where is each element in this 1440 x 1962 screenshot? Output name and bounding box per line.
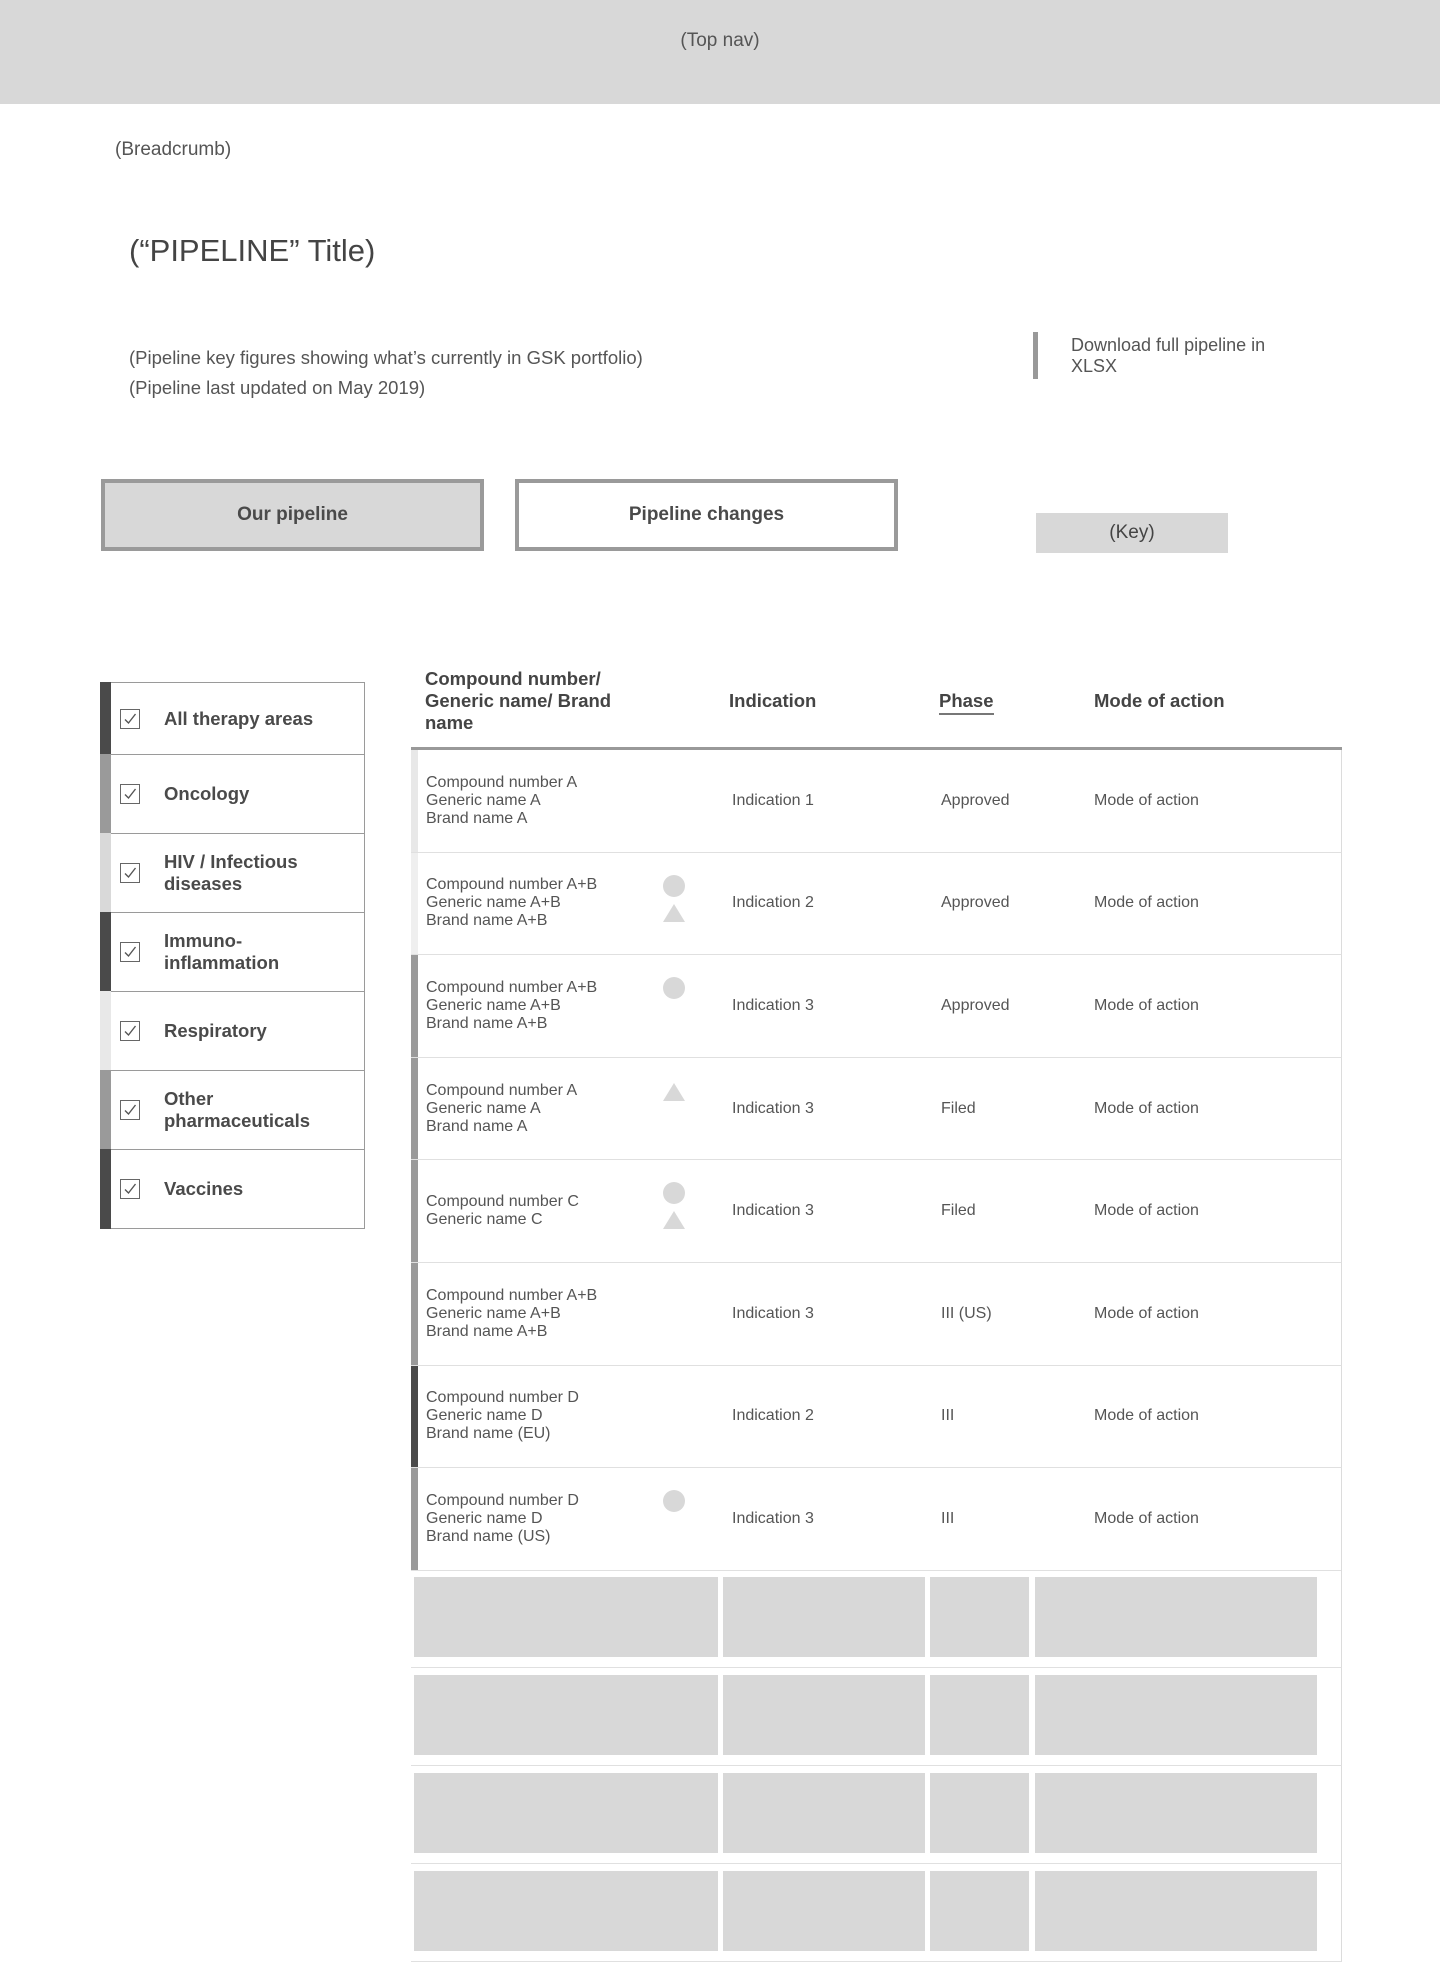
table-row[interactable] <box>411 1263 1342 1366</box>
compound-names <box>426 1287 636 1341</box>
therapy-color-stripe <box>100 682 111 755</box>
status-markers <box>659 1468 689 1570</box>
key-button[interactable]: (Key) <box>1036 513 1228 553</box>
compound-line: Compound number A <box>426 773 578 791</box>
compound-names <box>426 774 636 828</box>
compound-names <box>426 979 636 1033</box>
compound-line: Brand name (EU) <box>426 1425 551 1443</box>
filter-item[interactable] <box>100 992 365 1071</box>
placeholder-cell <box>723 1577 925 1657</box>
compound-line: Brand name A+B <box>426 912 548 930</box>
filter-item[interactable] <box>100 913 365 992</box>
placeholder-cell <box>930 1675 1029 1755</box>
compound-line: Generic name D <box>426 1407 543 1425</box>
therapy-color-stripe <box>411 1263 418 1365</box>
triangle-marker-icon <box>663 1083 685 1101</box>
phase-cell: III <box>941 1407 955 1425</box>
compound-line: Brand name A+B <box>426 1322 548 1340</box>
placeholder-cell <box>930 1773 1029 1853</box>
therapy-color-stripe <box>411 1468 418 1570</box>
checkbox-checked-icon[interactable] <box>120 1100 140 1120</box>
indication-cell: Indication 1 <box>732 791 814 809</box>
compound-names <box>426 1492 636 1546</box>
placeholder-row <box>411 1570 1342 1668</box>
triangle-marker-icon <box>663 1211 685 1229</box>
circle-marker-icon <box>663 1182 685 1204</box>
filter-item[interactable] <box>100 834 365 913</box>
compound-line: Generic name A+B <box>426 894 561 912</box>
indication-cell: Indication 2 <box>732 1407 814 1425</box>
tab-our-pipeline[interactable]: Our pipeline <box>101 479 484 551</box>
phase-cell: Filed <box>941 1202 976 1220</box>
compound-line: Compound number A+B <box>426 978 598 996</box>
table-row[interactable] <box>411 853 1342 956</box>
compound-line: Generic name A+B <box>426 996 561 1014</box>
therapy-color-stripe <box>100 754 111 834</box>
page-title: (“PIPELINE” Title) <box>129 233 376 268</box>
checkbox-checked-icon[interactable] <box>120 942 140 962</box>
table-row[interactable] <box>411 1160 1342 1263</box>
filter-label: Immuno-inflammation <box>164 930 280 973</box>
last-updated-text: (Pipeline last updated on May 2019) <box>129 377 426 398</box>
therapy-color-stripe <box>100 1070 111 1150</box>
compound-line: Compound number D <box>426 1389 579 1407</box>
checkbox-checked-icon[interactable] <box>120 863 140 883</box>
status-markers <box>659 1366 689 1468</box>
compound-line: Compound number C <box>426 1193 579 1211</box>
mode-of-action-cell: Mode of action <box>1094 1407 1199 1425</box>
placeholder-cell <box>930 1871 1029 1951</box>
column-header-compound: Compound number/ Generic name/ Brand name <box>425 668 612 733</box>
therapy-color-stripe <box>411 853 418 955</box>
status-markers <box>659 1058 689 1160</box>
compound-line: Compound number A+B <box>426 876 598 894</box>
compound-line: Generic name C <box>426 1211 543 1229</box>
placeholder-cell <box>930 1577 1029 1657</box>
therapy-color-stripe <box>411 955 418 1057</box>
status-markers <box>659 853 689 955</box>
placeholder-row <box>411 1766 1342 1864</box>
therapy-color-stripe <box>411 750 418 852</box>
compound-line: Brand name A <box>426 1117 528 1135</box>
placeholder-row <box>411 1864 1342 1962</box>
therapy-color-stripe <box>411 1366 418 1468</box>
table-row[interactable] <box>411 1468 1342 1571</box>
compound-line: Compound number A+B <box>426 1286 598 1304</box>
status-markers <box>659 955 689 1057</box>
placeholder-cell <box>723 1871 925 1951</box>
therapy-color-stripe <box>411 1160 418 1262</box>
circle-marker-icon <box>663 1490 685 1512</box>
mode-of-action-cell: Mode of action <box>1094 1304 1199 1322</box>
compound-names <box>426 876 636 930</box>
phase-cell: Approved <box>941 791 1010 809</box>
table-row[interactable] <box>411 955 1342 1058</box>
filter-label: HIV / Infectious diseases <box>164 851 298 894</box>
compound-line: Compound number A <box>426 1081 578 1099</box>
status-markers <box>659 1160 689 1262</box>
compound-line: Generic name A <box>426 791 541 809</box>
placeholder-cell <box>414 1675 718 1755</box>
placeholder-cell <box>414 1577 718 1657</box>
mode-of-action-cell: Mode of action <box>1094 1099 1199 1117</box>
filter-label: Other pharmaceuticals <box>164 1088 311 1131</box>
status-markers <box>659 1263 689 1365</box>
compound-line: Generic name D <box>426 1509 543 1527</box>
mode-of-action-cell: Mode of action <box>1094 1509 1199 1527</box>
compound-line: Brand name A+B <box>426 1014 548 1032</box>
phase-cell: Approved <box>941 996 1010 1014</box>
column-header-indication: Indication <box>729 690 817 711</box>
table-row[interactable] <box>411 1058 1342 1161</box>
placeholder-cell <box>723 1773 925 1853</box>
status-markers <box>659 750 689 852</box>
phase-cell: III <box>941 1509 955 1527</box>
indication-cell: Indication 3 <box>732 1099 814 1117</box>
loading-placeholder-rows <box>411 1570 1342 1962</box>
indication-cell: Indication 3 <box>732 1202 814 1220</box>
filter-item[interactable] <box>100 1071 365 1150</box>
compound-line: Brand name A <box>426 809 528 827</box>
placeholder-cell <box>1035 1773 1317 1853</box>
compound-line: Generic name A+B <box>426 1304 561 1322</box>
column-header-mode-of-action: Mode of action <box>1094 690 1225 711</box>
indication-cell: Indication 2 <box>732 894 814 912</box>
circle-marker-icon <box>663 977 685 999</box>
phase-cell: III (US) <box>941 1304 992 1322</box>
phase-cell: Filed <box>941 1099 976 1117</box>
compound-names <box>426 1082 636 1136</box>
therapy-color-stripe <box>100 833 111 913</box>
placeholder-cell <box>723 1675 925 1755</box>
circle-marker-icon <box>663 875 685 897</box>
mode-of-action-cell: Mode of action <box>1094 1202 1199 1220</box>
mode-of-action-cell: Mode of action <box>1094 791 1199 809</box>
table-row[interactable] <box>411 750 1342 853</box>
filter-item[interactable] <box>100 755 365 834</box>
pipeline-table <box>411 750 1342 1571</box>
therapy-color-stripe <box>100 991 111 1071</box>
breadcrumb[interactable]: (Breadcrumb) <box>115 139 232 160</box>
checkbox-checked-icon[interactable] <box>120 1179 140 1199</box>
compound-names <box>426 1389 636 1443</box>
checkbox-checked-icon[interactable] <box>120 709 140 729</box>
mode-of-action-cell: Mode of action <box>1094 996 1199 1014</box>
filter-item[interactable] <box>100 682 365 755</box>
placeholder-cell <box>414 1773 718 1853</box>
phase-cell: Approved <box>941 894 1010 912</box>
filter-label: All therapy areas <box>164 707 314 729</box>
indication-cell: Indication 3 <box>732 996 814 1014</box>
tab-pipeline-changes[interactable]: Pipeline changes <box>515 479 898 551</box>
download-xlsx-link[interactable]: Download full pipeline in XLSX <box>1071 335 1266 376</box>
indication-cell: Indication 3 <box>732 1509 814 1527</box>
filter-label: Vaccines <box>164 1178 244 1199</box>
therapy-color-stripe <box>411 1058 418 1160</box>
top-nav <box>0 0 1440 104</box>
compound-names <box>426 1193 636 1229</box>
key-figures-text: (Pipeline key figures showing what’s currently in GSK portfolio) <box>129 347 643 368</box>
download-accent-bar <box>1033 332 1038 379</box>
column-header-phase-sort[interactable]: Phase <box>939 690 994 715</box>
therapy-area-filters <box>100 682 365 1229</box>
therapy-color-stripe <box>100 912 111 992</box>
compound-line: Brand name (US) <box>426 1527 551 1545</box>
key-figures <box>129 343 643 403</box>
table-row[interactable] <box>411 1366 1342 1469</box>
placeholder-cell <box>1035 1871 1317 1951</box>
placeholder-cell <box>414 1871 718 1951</box>
therapy-color-stripe <box>100 1149 111 1229</box>
checkbox-checked-icon[interactable] <box>120 784 140 804</box>
indication-cell: Indication 3 <box>732 1304 814 1322</box>
compound-line: Generic name A <box>426 1099 541 1117</box>
placeholder-cell <box>1035 1675 1317 1755</box>
placeholder-row <box>411 1668 1342 1766</box>
filter-label: Oncology <box>164 783 250 804</box>
compound-line: Compound number D <box>426 1491 579 1509</box>
filter-label: Respiratory <box>164 1020 267 1041</box>
checkbox-checked-icon[interactable] <box>120 1021 140 1041</box>
mode-of-action-cell: Mode of action <box>1094 894 1199 912</box>
triangle-marker-icon <box>663 904 685 922</box>
placeholder-cell <box>1035 1577 1317 1657</box>
top-nav-label: (Top nav) <box>680 30 760 51</box>
filter-item[interactable] <box>100 1150 365 1229</box>
